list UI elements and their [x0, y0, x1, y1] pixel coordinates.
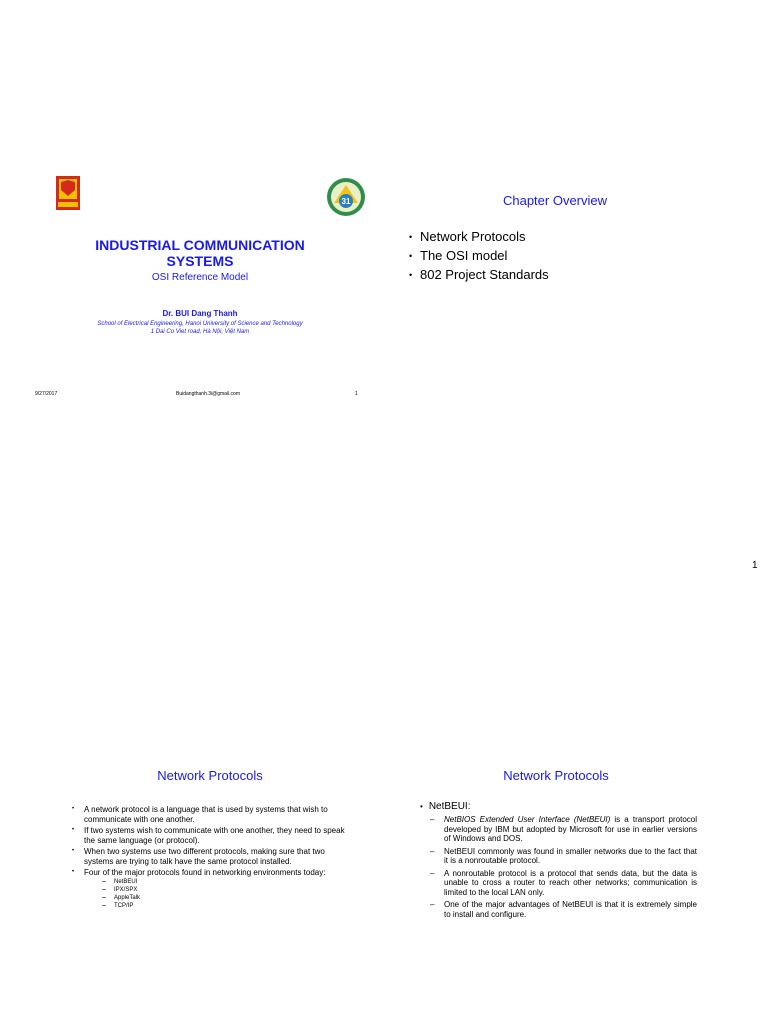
sublist-item [102, 886, 352, 894]
bullet-icon: • [72, 806, 75, 812]
footer-date: 9/27/2017 [35, 391, 58, 397]
sublist-item-text: AppleTalk [114, 894, 141, 901]
slide-title-network-protocols: Network Protocols [157, 768, 263, 783]
list-item-text: is a transport protocol developed by IBM but adopted by Microsoft for use in earlier versions of Windows and DOS. [444, 815, 697, 843]
slide-title-chapter-overview: Chapter Overview [502, 193, 608, 208]
chapter-overview-list [420, 229, 549, 286]
dash-icon: – [102, 877, 106, 885]
dash-icon: – [430, 900, 435, 909]
sublist-item [102, 902, 352, 910]
bullet-icon: • [72, 848, 75, 854]
footer-email: Buidangthanh.3i@gmail.com [176, 391, 241, 397]
list-item-text: If two systems wish to communicate with one another, they need to speak the same language (or protocol). [84, 826, 345, 845]
dash-icon: – [430, 846, 435, 856]
list-item-text: NetBEUI commonly was found in smaller networks due to the fact that it is a nonroutable protocol. [444, 846, 697, 865]
list-item [72, 868, 352, 910]
bullet-icon: • [72, 827, 75, 833]
netbeui-heading-text: NetBEUI: [428, 801, 471, 812]
dash-icon: – [430, 868, 435, 878]
bullet-icon: • [72, 869, 75, 875]
sublist-item [102, 878, 352, 886]
logo-number: 31 [341, 197, 351, 206]
slide-title-network-protocols-2: Network Protocols [503, 768, 609, 783]
presentation-title: INDUSTRIAL COMMUNICATION SYSTEMS [95, 237, 305, 269]
author-affiliation [60, 320, 340, 336]
list-item-text: One of the major advantages of NetBEUI is that it is extremely simple to install and configure. [444, 900, 697, 919]
sublist-item-text: TCP/IP [114, 902, 134, 909]
list-item [430, 869, 697, 898]
dash-icon: – [102, 885, 106, 893]
presentation-subtitle: OSI Reference Model [151, 272, 249, 283]
list-item [72, 805, 352, 824]
dash-icon: – [430, 815, 435, 824]
page-number: 1 [752, 560, 758, 571]
list-item [430, 900, 697, 919]
network-protocols-list [72, 805, 352, 912]
list-item: • 802 Project Standards [420, 267, 549, 283]
list-item: • The OSI model [420, 248, 549, 264]
dash-icon: – [102, 901, 106, 909]
protocol-sublist [84, 878, 352, 910]
bullet-icon: • [420, 802, 423, 811]
sublist-item [102, 894, 352, 902]
sublist-item-text: IPX/SPX [114, 886, 138, 893]
footer-slide-number: 1 [355, 391, 358, 397]
author-name: Dr. BUI Dang Thanh [162, 309, 238, 318]
list-item [72, 826, 352, 845]
list-item-text: A network protocol is a language that is used by systems that wish to communicate with one another. [84, 805, 328, 824]
list-item [430, 815, 697, 844]
list-item-text: Four of the major protocols found in networking environments today: [84, 868, 326, 877]
university-logo [56, 176, 80, 210]
netbeui-list [430, 815, 697, 922]
list-item-text: A nonroutable protocol is a protocol that sends data, but the data is unable to cross a router to reach other networks; communication is limited to the local LAN only. [444, 868, 697, 897]
list-item [72, 847, 352, 866]
list-item [430, 847, 697, 866]
sublist-item-text: NetBEUI [114, 878, 138, 885]
list-item-text: When two systems use two different protocols, making sure that two systems are trying to talk have the same protocol installed. [84, 847, 325, 866]
affiliation-line-2: 1 Dai Co Viet road, Hà Nội, Việt Nam [150, 329, 250, 335]
netbeui-heading [420, 801, 471, 812]
list-item: • Network Protocols [420, 229, 549, 245]
affiliation-line-1: School of Electrical Engineering, Hanoi University of Science and Technology [97, 321, 303, 327]
dash-icon: – [102, 893, 106, 901]
anniversary-logo [326, 177, 366, 217]
netbeui-term: NetBIOS Extended User Interface (NetBEUI) [444, 815, 611, 824]
